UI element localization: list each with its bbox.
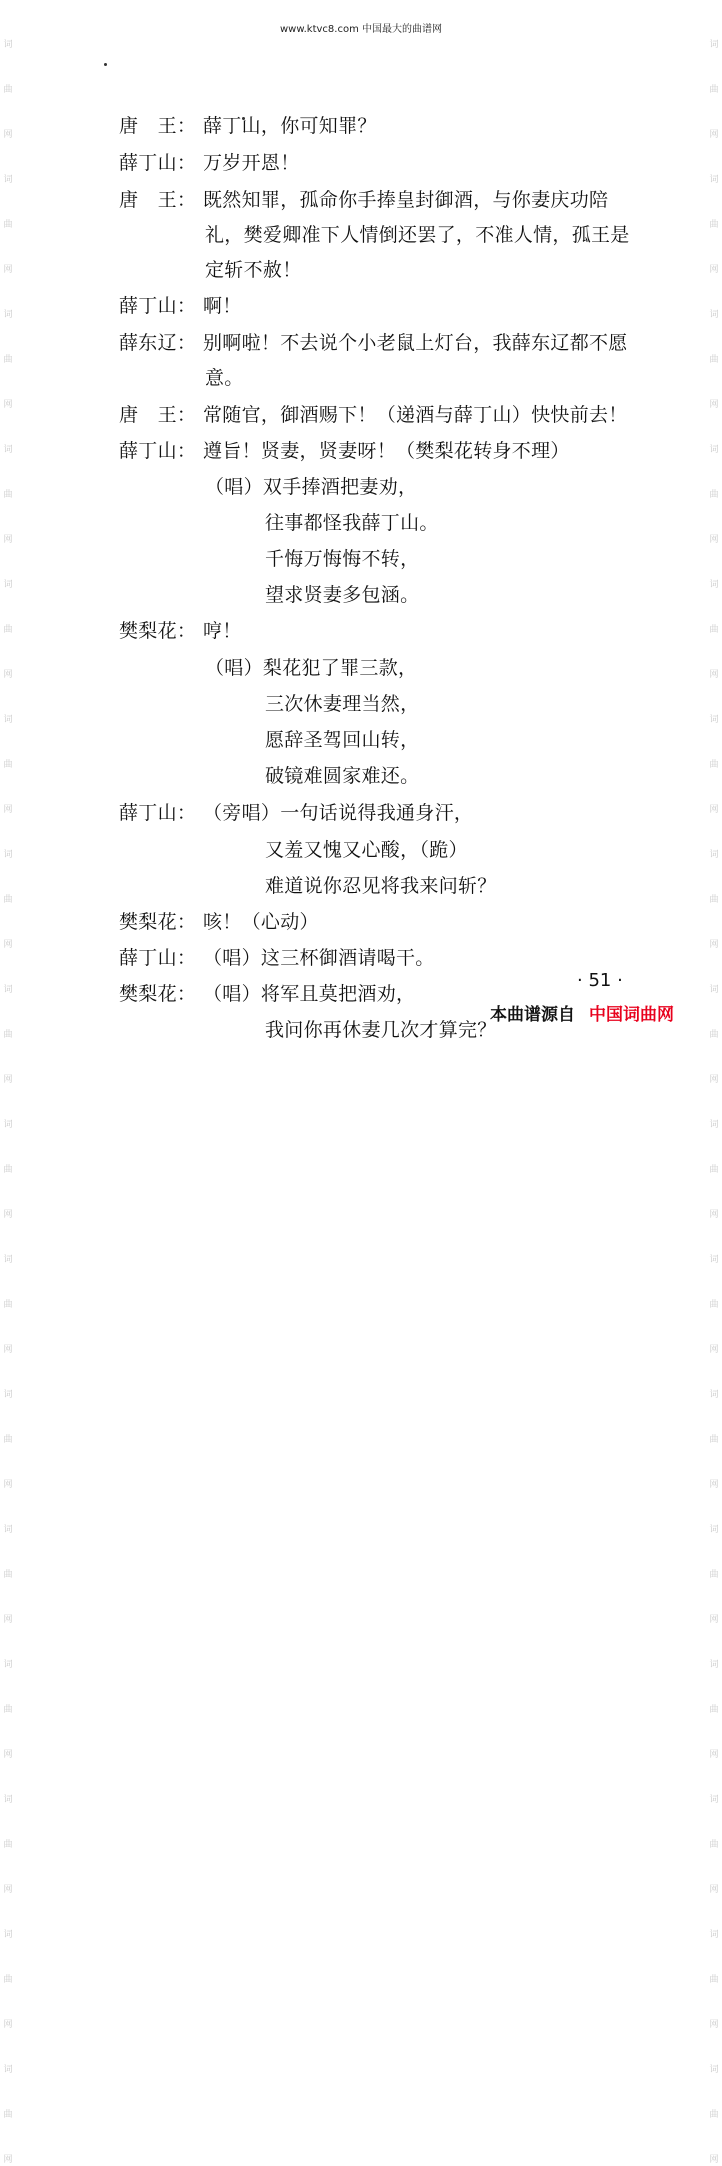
footer-source-label: 本曲谱源自 [490,1005,575,1025]
watermark-char: 曲 [709,1165,719,1175]
watermark-char: 曲 [3,760,13,770]
speaker-name: 樊梨花： [119,983,197,1005]
watermark-char: 网 [3,1480,13,1490]
watermark-char: 词 [709,175,719,185]
speaker-name: 薛丁山： [119,802,197,824]
footer-brand: 中国词曲网 [589,1005,674,1025]
page-header-url: www.ktvc8.com 中国最大的曲谱网 [279,24,442,35]
watermark-char: 词 [3,445,13,455]
dialogue-line [265,689,419,716]
watermark-char: 词 [3,1795,13,1805]
watermark-char: 网 [3,2020,13,2030]
watermark-char: 词 [709,1660,719,1670]
watermark-char: 曲 [709,625,719,635]
watermark-char: 网 [709,400,719,410]
watermark-char: 词 [709,1525,719,1535]
dialogue-line [265,1015,497,1042]
line-text: （旁唱）一句话说得我通身汗， [203,802,474,824]
line-text: 愿辞圣驾回山转， [265,729,420,751]
watermark-char: 网 [709,670,719,680]
watermark-char: 词 [3,580,13,590]
line-text: （唱）双手捧酒把妻劝， [205,476,418,498]
watermark-left [1,40,15,2165]
watermark-char: 网 [3,805,13,815]
dialogue-line [119,148,300,175]
line-text: 咳！（心动） [203,911,319,933]
watermark-char: 曲 [709,355,719,365]
speaker-name: 薛丁山： [119,440,197,462]
line-text: 往事都怪我薛丁山。 [265,512,439,534]
dialogue-line [205,255,302,282]
watermark-char: 词 [709,850,719,860]
watermark-char: 词 [709,40,719,50]
watermark-char: 词 [709,1390,719,1400]
dialogue-line [119,907,319,934]
watermark-char: 词 [3,175,13,185]
dialogue-line [119,185,608,212]
watermark-char: 网 [3,1885,13,1895]
watermark-char: 网 [709,1075,719,1085]
line-text: 遵旨！贤妻，贤妻呀！（樊梨花转身不理） [203,440,570,462]
dialogue-line [119,943,435,970]
watermark-char: 网 [709,535,719,545]
line-text: （唱）这三杯御酒请喝干。 [203,947,435,969]
speck-mark [104,63,107,66]
dialogue-line [265,544,419,571]
source-footer [490,1000,674,1025]
watermark-char: 曲 [709,220,719,230]
watermark-char: 曲 [709,1975,719,1985]
dialogue-line [119,436,570,463]
dialogue-line [119,111,377,138]
dialogue-line [119,979,415,1006]
watermark-char: 词 [3,1120,13,1130]
watermark-char: 词 [3,1525,13,1535]
dialogue-line [265,871,497,898]
watermark-char: 词 [709,580,719,590]
watermark-char: 曲 [3,1840,13,1850]
watermark-char: 曲 [3,1570,13,1580]
watermark-char: 词 [709,2065,719,2075]
speaker-name: 樊梨花： [119,911,197,933]
dialogue-line [205,472,417,499]
watermark-char: 曲 [3,1300,13,1310]
watermark-char: 词 [709,1255,719,1265]
watermark-char: 网 [3,1210,13,1220]
dialogue-line [265,580,419,607]
watermark-char: 网 [3,265,13,275]
watermark-char: 词 [709,715,719,725]
watermark-char: 词 [709,985,719,995]
line-text: 别啊啦！不去说个小老鼠上灯台，我薛东辽都不愿 [203,332,628,354]
line-text: （唱）将军且莫把酒劝， [203,983,416,1005]
line-text: 万岁开恩！ [203,152,300,174]
line-text: 破镜难圆家难还。 [265,765,420,787]
watermark-char: 词 [3,715,13,725]
watermark-char: 曲 [3,625,13,635]
watermark-char: 词 [709,1120,719,1130]
line-text: 望求贤妻多包涵。 [265,584,420,606]
watermark-char: 网 [3,535,13,545]
watermark-char: 曲 [709,1840,719,1850]
line-text: 意。 [205,367,244,389]
dialogue-line [265,761,419,788]
line-text: 又羞又愧又心酸，（跪） [265,839,468,861]
watermark-char: 网 [709,1750,719,1760]
line-text: 定斩不赦！ [205,259,302,281]
watermark-char: 网 [3,1075,13,1085]
watermark-char: 词 [3,850,13,860]
watermark-char: 网 [709,130,719,140]
watermark-char: 曲 [3,2110,13,2120]
watermark-char: 网 [709,1885,719,1895]
watermark-char: 词 [709,310,719,320]
watermark-char: 网 [709,1480,719,1490]
watermark-char: 曲 [3,1435,13,1445]
dialogue-line [119,291,242,318]
watermark-char: 曲 [709,1570,719,1580]
watermark-char: 曲 [3,85,13,95]
watermark-char: 网 [709,2155,719,2165]
watermark-char: 词 [3,310,13,320]
watermark-char: 曲 [3,1165,13,1175]
watermark-char: 曲 [709,490,719,500]
watermark-char: 词 [3,40,13,50]
watermark-char: 网 [709,940,719,950]
line-text: 三次休妻理当然， [265,693,420,715]
watermark-char: 网 [3,2155,13,2165]
watermark-char: 曲 [3,1030,13,1040]
watermark-char: 词 [709,1795,719,1805]
line-text: 礼，樊爱卿准下人情倒还罢了，不准人情，孤王是 [205,224,630,246]
watermark-char: 词 [709,1930,719,1940]
speaker-name: 薛东辽： [119,332,197,354]
watermark-char: 网 [709,1345,719,1355]
watermark-char: 词 [709,445,719,455]
watermark-char: 词 [3,1390,13,1400]
watermark-char: 网 [709,265,719,275]
watermark-char: 词 [3,1660,13,1670]
speaker-name: 樊梨花： [119,620,197,642]
line-text: 薛丁山，你可知罪？ [203,115,377,137]
watermark-char: 词 [3,1930,13,1940]
line-text: （唱）梨花犯了罪三款， [205,657,418,679]
watermark-char: 曲 [709,1705,719,1715]
speaker-name: 唐 王： [119,115,197,137]
line-text: 千悔万悔悔不转， [265,548,420,570]
line-text: 既然知罪，孤命你手捧皇封御酒，与你妻庆功陪 [203,189,609,211]
dialogue-line [205,653,417,680]
line-text: 我问你再休妻几次才算完？ [265,1019,497,1041]
speaker-name: 唐 王： [119,404,197,426]
watermark-char: 网 [709,1210,719,1220]
line-text: 啊！ [203,295,242,317]
dialogue-line [265,835,468,862]
watermark-char: 曲 [709,760,719,770]
watermark-char: 网 [3,1345,13,1355]
dialogue-line [119,328,628,355]
watermark-char: 曲 [3,1975,13,1985]
watermark-char: 词 [3,2065,13,2075]
watermark-char: 曲 [709,2110,719,2120]
watermark-char: 网 [709,2020,719,2030]
watermark-right [707,40,721,2165]
watermark-char: 网 [3,670,13,680]
speaker-name: 薛丁山： [119,295,197,317]
watermark-char: 网 [3,940,13,950]
watermark-char: 词 [3,1255,13,1265]
watermark-char: 网 [709,805,719,815]
speaker-name: 薛丁山： [119,947,197,969]
line-text: 常随官，御酒赐下！（递酒与薛丁山）快快前去！ [203,404,628,426]
dialogue-line [205,363,244,390]
speaker-name: 薛丁山： [119,152,197,174]
dialogue-line [265,508,439,535]
line-text: 哼！ [203,620,242,642]
watermark-char: 曲 [3,895,13,905]
dialogue-line [119,400,628,427]
dialogue-line [205,220,630,247]
dialogue-line [265,725,419,752]
watermark-char: 网 [3,1615,13,1625]
watermark-char: 曲 [3,355,13,365]
watermark-char: 网 [3,400,13,410]
watermark-char: 曲 [3,1705,13,1715]
watermark-char: 曲 [709,1435,719,1445]
watermark-char: 曲 [709,1030,719,1040]
watermark-char: 网 [709,1615,719,1625]
watermark-char: 曲 [3,220,13,230]
watermark-char: 曲 [709,1300,719,1310]
watermark-char: 曲 [709,895,719,905]
watermark-char: 词 [3,985,13,995]
page-number: · 51 · [577,970,623,991]
speaker-name: 唐 王： [119,189,197,211]
watermark-char: 曲 [709,85,719,95]
watermark-char: 曲 [3,490,13,500]
watermark-char: 网 [3,130,13,140]
watermark-char: 网 [3,1750,13,1760]
dialogue-line [119,616,242,643]
dialogue-line [119,798,473,825]
line-text: 难道说你忍见将我来问斩？ [265,875,497,897]
